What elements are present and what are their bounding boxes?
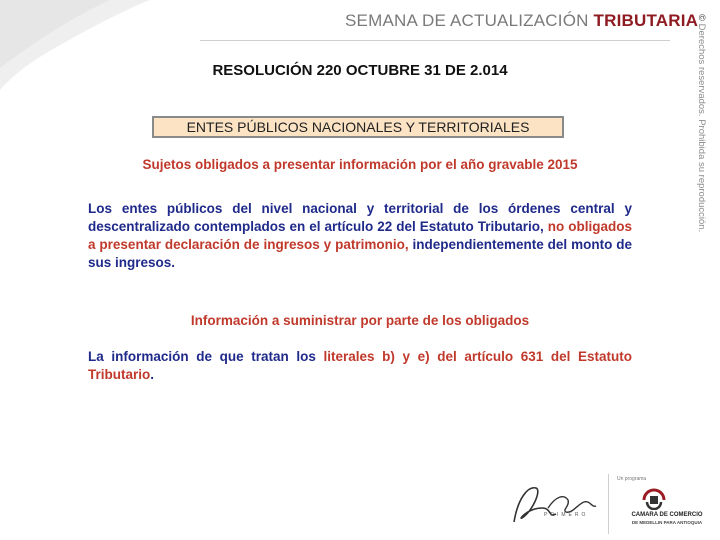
chamber-logo-icon (640, 486, 668, 510)
paragraph2-part3: . (150, 367, 155, 382)
paragraph1-part1: Los entes públicos del nivel nacional y territorial de los órdenes central y descentralizado contemplados en el artículo 22 del Estatuto Tributario, (88, 201, 632, 234)
section-title: Información a suministrar por parte de los obligados (190, 313, 530, 328)
copyright-note (696, 14, 707, 232)
afiliados-logo (508, 478, 600, 534)
paragraph-obligated-entities (88, 200, 632, 272)
header-title (345, 11, 698, 31)
paragraph1-part2: no obligados a presentar declaración de ingresos y patrimonio, (88, 219, 632, 252)
section-banner: ENTES PÚBLICOS NACIONALES Y TERRITORIALES (152, 116, 564, 138)
header-title-light: SEMANA DE ACTUALIZACIÓN (345, 11, 589, 30)
copyright-icon: © (696, 14, 707, 21)
chamber-name: CAMARA DE COMERCIO (631, 512, 703, 518)
paragraph-information (88, 348, 632, 384)
afiliados-sub: PRIMERO (544, 512, 589, 518)
header-divider (200, 40, 670, 41)
chamber-subtitle: DE MEDELLIN PARA ANTIOQUIA (631, 520, 703, 525)
copyright-text: Derechos reservados. Prohibida su reproducción. (696, 23, 707, 233)
resolution-title: RESOLUCIÓN 220 OCTUBRE 31 DE 2.014 (212, 62, 508, 79)
paragraph1-part3: independientemente del monto de sus ingresos. (88, 237, 632, 270)
footer-divider (608, 474, 609, 534)
subtitle: Sujetos obligados a presentar información por el año gravable 2015 (142, 157, 578, 172)
chamber-caption: Un programa (617, 476, 647, 482)
paragraph2-part2: literales b) y e) del artículo 631 del Estatuto Tributario (88, 349, 632, 382)
header-title-bold: TRIBUTARIA (593, 11, 699, 30)
paragraph2-part1: La información de que tratan los (88, 349, 316, 364)
